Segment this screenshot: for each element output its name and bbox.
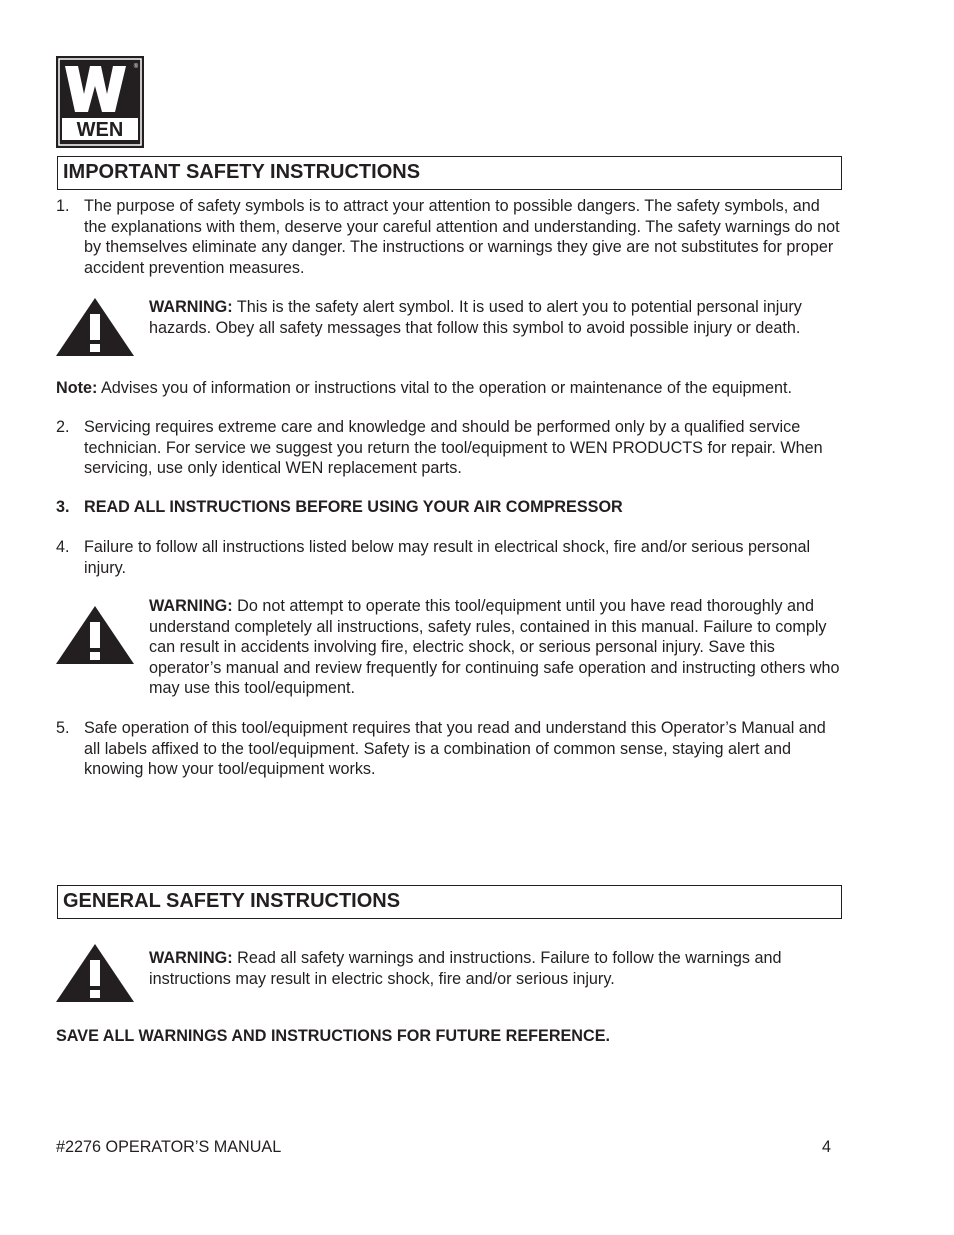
warning-label: WARNING: [149,298,233,316]
section-header-important [57,156,842,190]
note [56,378,846,399]
registered-mark: ® [133,64,139,70]
footer-manual-title: #2276 OPERATOR’S MANUAL [56,1138,282,1156]
warning-label: WARNING: [149,597,233,615]
warning-text: This is the safety alert symbol. It is used to alert you to potential personal injury hazards. Obey all safety messages that follow this symbol to avoid possible injury or death. [149,298,802,337]
warning-message [149,596,844,699]
warning-label: WARNING: [149,949,233,967]
list-item-5 [56,718,846,780]
logo-wordmark: WEN [76,119,124,141]
note-text: Advises you of information or instructions vital to the operation or maintenance of the equipment. [97,379,793,397]
section-title: GENERAL SAFETY INSTRUCTIONS [63,890,401,912]
warning-message [149,297,844,338]
wen-logo [56,56,144,148]
warning-triangle-icon [56,298,134,356]
list-number: 2. [56,418,70,436]
save-all-notice: SAVE ALL WARNINGS AND INSTRUCTIONS FOR FUTURE REFERENCE. [56,1027,610,1045]
list-text: Servicing requires extreme care and knowledge and should be performed only by a qualified service technician. For service we suggest you return the tool/equipment to WEN PRODUCTS for repair. When servicing, use only identical WEN replacement parts. [84,418,823,478]
list-item-4 [56,537,846,578]
list-text: Safe operation of this tool/equipment requires that you read and understand this Operator’s Manual and all labels affixed to the tool/equipment. Safety is a combination of common sense, staying alert and knowing how your tool/equipment works. [84,719,826,779]
list-number: 5. [56,719,70,737]
list-text: Failure to follow all instructions listed below may result in electrical shock, fire and/or serious personal injury. [84,538,811,577]
section-title: IMPORTANT SAFETY INSTRUCTIONS [63,161,421,183]
section-header-general [57,885,842,919]
warning-text: Read all safety warnings and instructions. Failure to follow the warnings and instructions may result in electric shock, fire and/or serious injury. [149,949,782,988]
list-text: READ ALL INSTRUCTIONS BEFORE USING YOUR AIR COMPRESSOR [84,498,623,516]
list-number: 3. [56,498,70,516]
warning-triangle-icon [56,606,134,664]
list-number: 4. [56,538,70,556]
warning-text: Do not attempt to operate this tool/equipment until you have read thoroughly and understand completely all instructions, safety rules, contained in this manual. Failure to comply can result in accidents involving fire, electric shock, or serious personal injury. Save this operator’s manual and review frequently for continuing safe operation and instructing others who may use this tool/equipment. [149,597,840,698]
list-item-1 [56,196,846,278]
page-number: 4 [822,1138,832,1156]
warning-triangle-icon [56,944,134,1002]
warning-message [149,948,844,989]
list-item-3 [56,497,846,518]
list-number: 1. [56,197,70,215]
wen-logo-graphic [56,56,144,148]
note-label: Note: [56,379,98,397]
list-item-2 [56,417,846,479]
list-text: The purpose of safety symbols is to attract your attention to possible dangers. The safety symbols, and the explanations with them, deserve your careful attention and understanding. The safety warnings do not by themselves eliminate any danger. The instructions or warnings they give are not substitutes for proper accident prevention measures. [84,197,840,277]
